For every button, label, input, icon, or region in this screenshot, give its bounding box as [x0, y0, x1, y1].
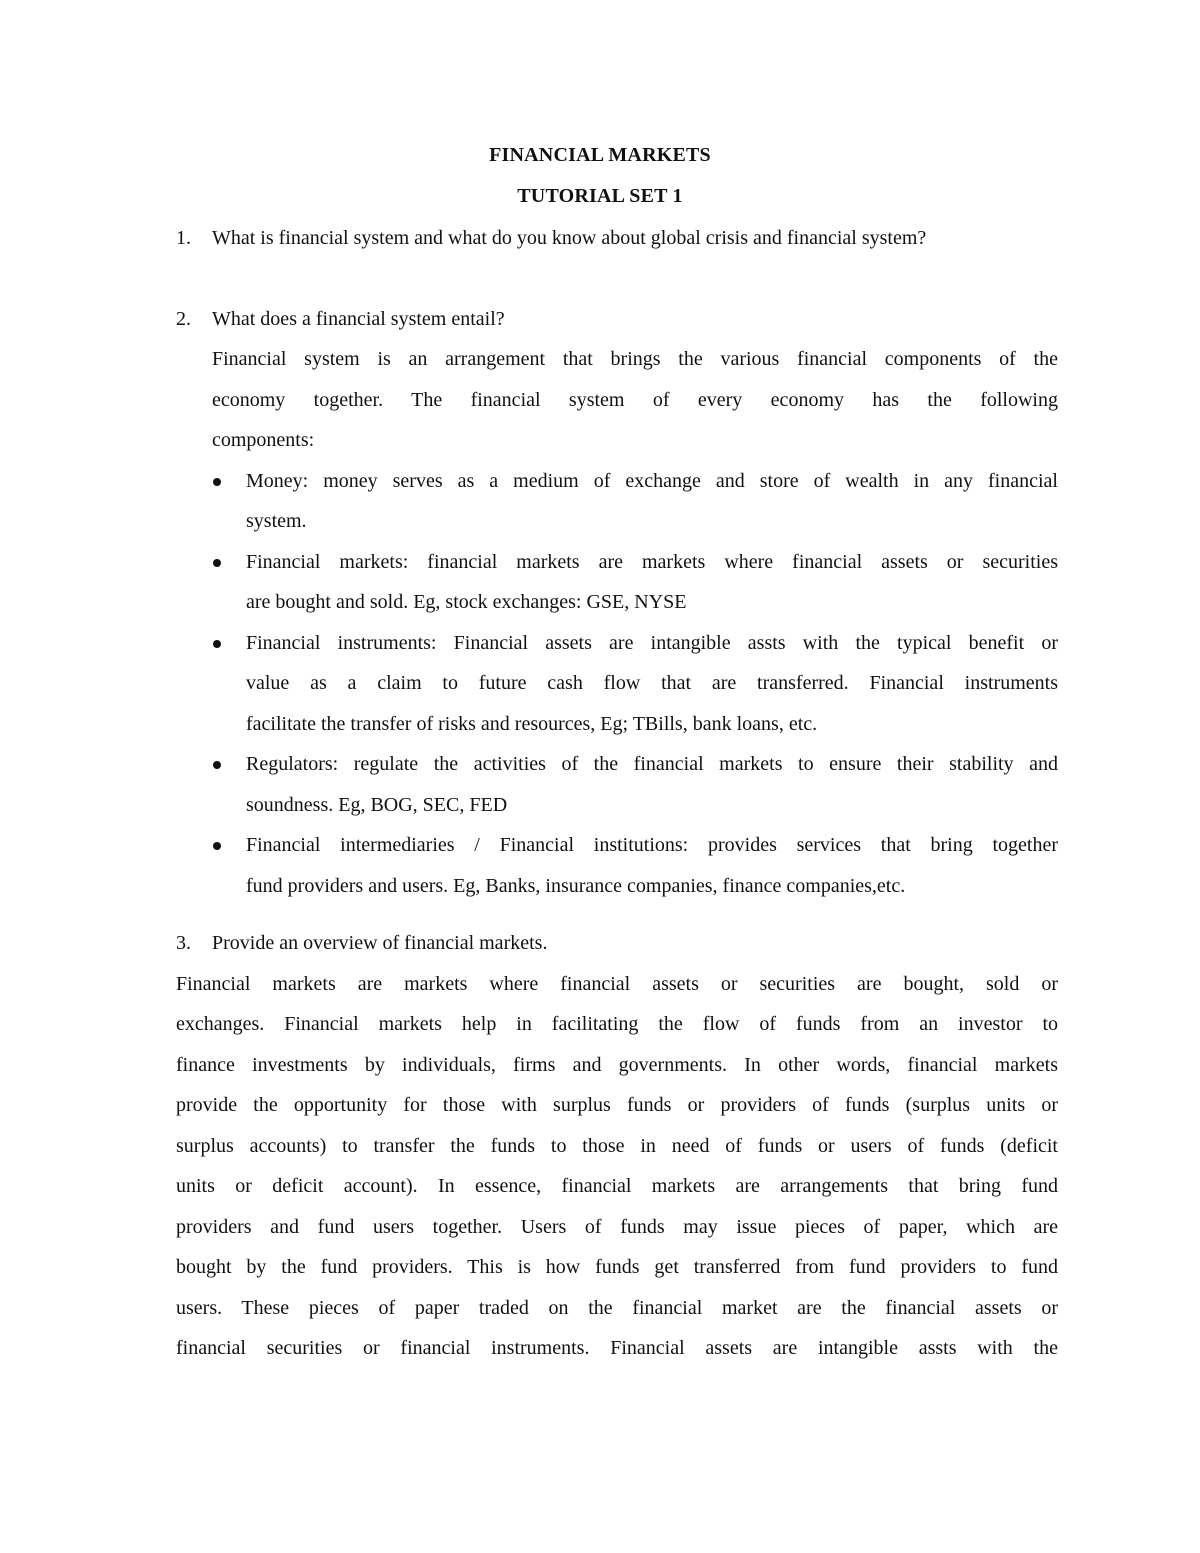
- bullet-icon: [213, 640, 221, 648]
- question-2-answer-line: Financial system is an arrangement that brings the various financial components of the: [212, 348, 1058, 370]
- bullet-item-line: Money: money serves as a medium of exchange and store of wealth in any financial: [246, 470, 1058, 492]
- question-3-answer-line: finance investments by individuals, firms and governments. In other words, financial markets: [176, 1054, 1058, 1076]
- question-3-answer-line: providers and fund users together. Users of funds may issue pieces of paper, which are: [176, 1216, 1058, 1238]
- bullet-item-line: Financial instruments: Financial assets are intangible assts with the typical benefit or: [246, 632, 1058, 654]
- bullet-icon: [213, 559, 221, 567]
- question-1-text: What is financial system and what do you know about global crisis and financial system?: [212, 227, 927, 249]
- question-3-answer-line: provide the opportunity for those with surplus funds or providers of funds (surplus units or: [176, 1094, 1058, 1116]
- bullet-icon: [213, 478, 221, 486]
- document-subtitle: TUTORIAL SET 1: [517, 185, 683, 207]
- question-2-answer-line: economy together. The financial system of every economy has the following: [212, 389, 1058, 411]
- bullet-item-line: are bought and sold. Eg, stock exchanges: GSE, NYSE: [246, 591, 687, 613]
- bullet-item-line: value as a claim to future cash flow that are transferred. Financial instruments: [246, 672, 1058, 694]
- bullet-item-line: soundness. Eg, BOG, SEC, FED: [246, 794, 508, 816]
- question-3-number: 3.: [176, 932, 191, 954]
- bullet-icon: [213, 842, 221, 850]
- question-3-answer-line: surplus accounts) to transfer the funds to those in need of funds or users of funds (deficit: [176, 1135, 1058, 1157]
- bullet-item-line: Regulators: regulate the activities of the financial markets to ensure their stability and: [246, 753, 1058, 775]
- question-2-text: What does a financial system entail?: [212, 308, 505, 330]
- question-3-answer-line: bought by the fund providers. This is how funds get transferred from fund providers to fund: [176, 1256, 1058, 1278]
- question-3-answer-line: exchanges. Financial markets help in facilitating the flow of funds from an investor to: [176, 1013, 1058, 1035]
- question-3-answer-line: Financial markets are markets where financial assets or securities are bought, sold or: [176, 973, 1058, 995]
- bullet-item-line: Financial intermediaries / Financial institutions: provides services that bring together: [246, 834, 1058, 856]
- bullet-item-line: fund providers and users. Eg, Banks, insurance companies, finance companies,etc.: [246, 875, 906, 897]
- question-2-number: 2.: [176, 308, 191, 330]
- bullet-item-line: Financial markets: financial markets are markets where financial assets or securities: [246, 551, 1058, 573]
- document-title: FINANCIAL MARKETS: [489, 144, 711, 166]
- question-3-text: Provide an overview of financial markets.: [212, 932, 548, 954]
- bullet-icon: [213, 761, 221, 769]
- question-3-answer-line: financial securities or financial instruments. Financial assets are intangible assts with the: [176, 1337, 1058, 1359]
- question-3-answer-line: users. These pieces of paper traded on the financial market are the financial assets or: [176, 1297, 1058, 1319]
- question-3-answer-line: units or deficit account). In essence, financial markets are arrangements that bring fund: [176, 1175, 1058, 1197]
- question-1-number: 1.: [176, 227, 191, 249]
- bullet-item-line: facilitate the transfer of risks and resources, Eg; TBills, bank loans, etc.: [246, 713, 818, 735]
- question-2-answer-line: components:: [212, 429, 315, 451]
- bullet-item-line: system.: [246, 510, 307, 532]
